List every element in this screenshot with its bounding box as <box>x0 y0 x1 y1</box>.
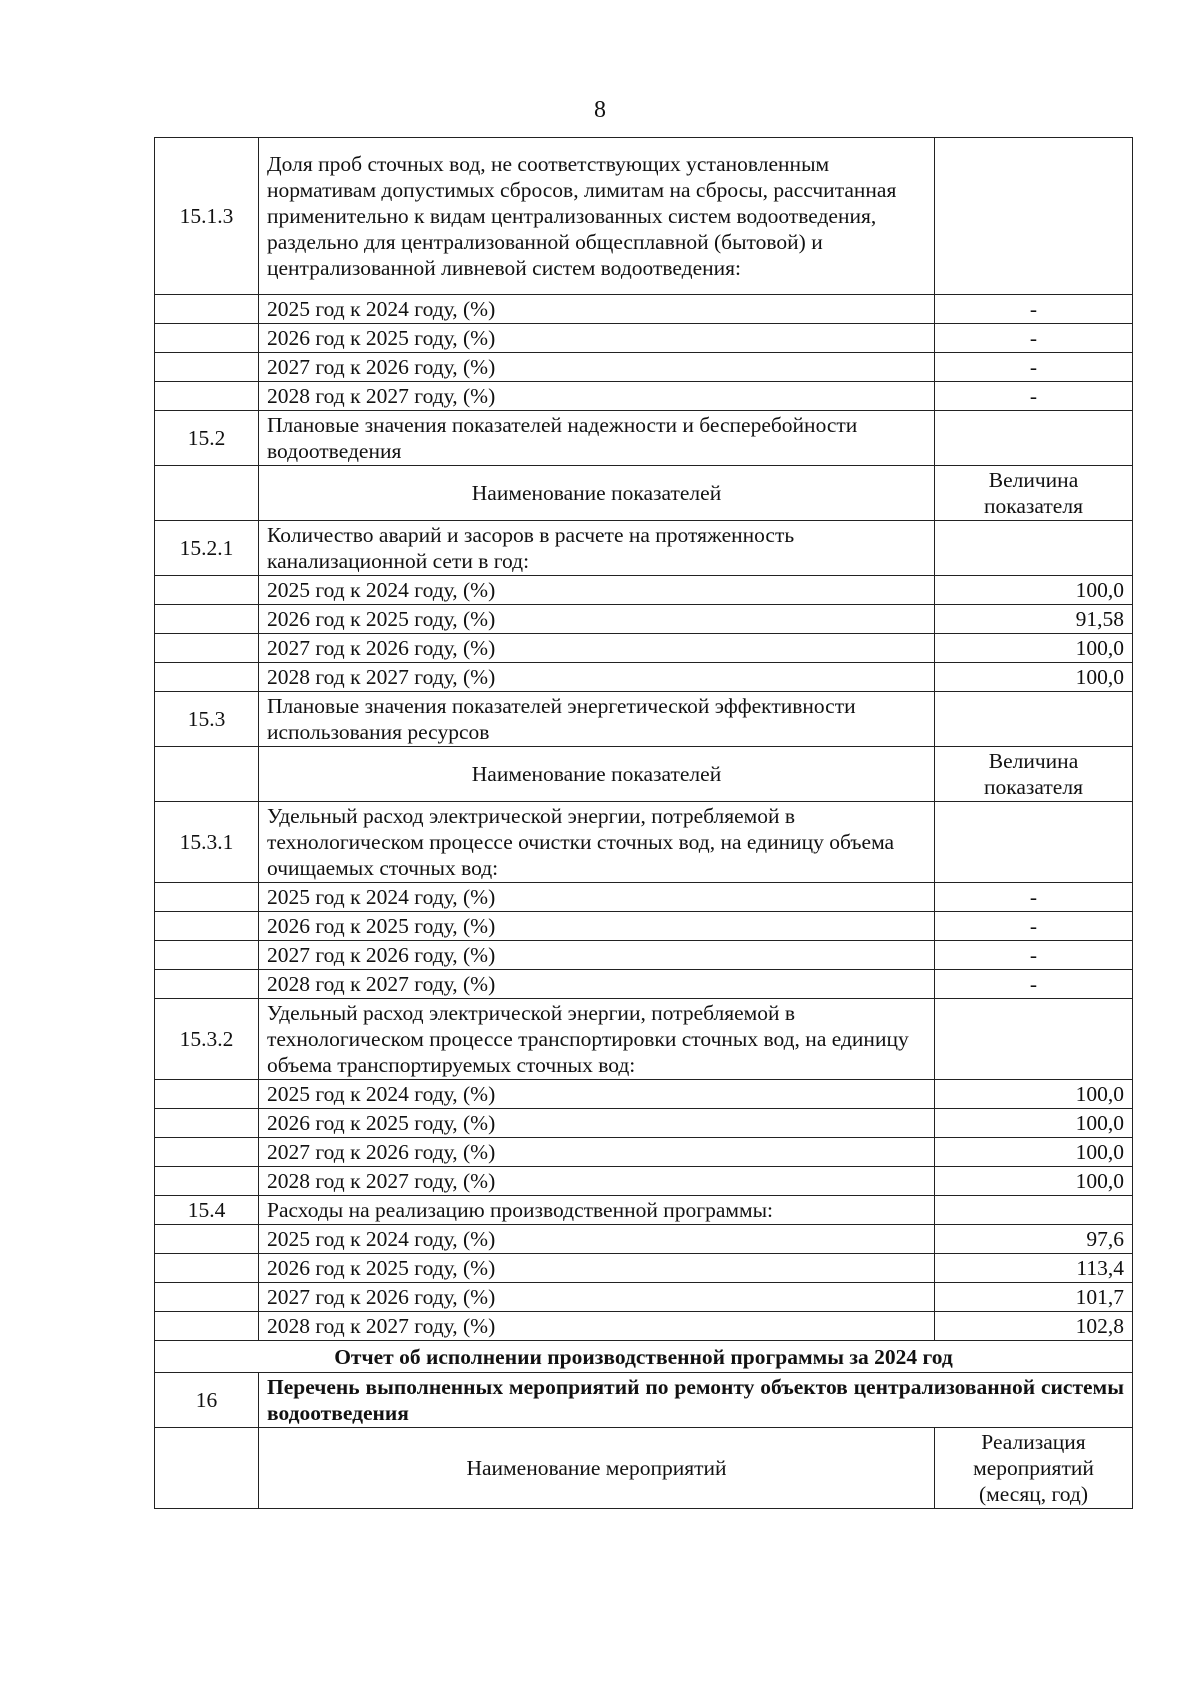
table-header-row <box>155 466 1133 521</box>
row-number: 15.3.2 <box>155 999 259 1080</box>
indicator-value: 100,0 <box>935 634 1133 663</box>
table-row <box>155 382 1133 411</box>
period-label: 2026 год к 2025 году, (%) <box>259 605 935 634</box>
column-header-name: Наименование показателей <box>259 747 935 802</box>
value-cell <box>935 1196 1133 1225</box>
table-row <box>155 1254 1133 1283</box>
table-row <box>155 999 1133 1080</box>
table-row <box>155 1196 1133 1225</box>
period-label: 2025 год к 2024 году, (%) <box>259 295 935 324</box>
row-number: 16 <box>155 1373 259 1428</box>
indicator-name: Доля проб сточных вод, не соответствующих установленным нормативам допустимых сбросов, лимитам на сбросы, рассчитанная применительно к видам централизованных систем водоотведения, раздельно для централизованной общесплавной (бытовой) и централизованной ливневой систем водоотведения: <box>259 138 935 295</box>
indicator-value: - <box>935 324 1133 353</box>
indicator-value: 101,7 <box>935 1283 1133 1312</box>
period-label: 2027 год к 2026 году, (%) <box>259 1138 935 1167</box>
table-row <box>155 411 1133 466</box>
period-label: 2026 год к 2025 году, (%) <box>259 912 935 941</box>
row-number: 15.3 <box>155 692 259 747</box>
table-row <box>155 1312 1133 1341</box>
indicator-value: 100,0 <box>935 663 1133 692</box>
period-label: 2026 год к 2025 году, (%) <box>259 1109 935 1138</box>
period-label: 2028 год к 2027 году, (%) <box>259 1167 935 1196</box>
table-row <box>155 912 1133 941</box>
indicator-value: 100,0 <box>935 1138 1133 1167</box>
empty-cell <box>155 324 259 353</box>
table-row <box>155 521 1133 576</box>
period-label: 2026 год к 2025 году, (%) <box>259 324 935 353</box>
indicator-value: 100,0 <box>935 1167 1133 1196</box>
row-number: 15.1.3 <box>155 138 259 295</box>
empty-cell <box>155 466 259 521</box>
value-cell <box>935 521 1133 576</box>
period-label: 2028 год к 2027 году, (%) <box>259 1312 935 1341</box>
table-row <box>155 1283 1133 1312</box>
indicator-value: 113,4 <box>935 1254 1133 1283</box>
table-row <box>155 634 1133 663</box>
empty-cell <box>155 747 259 802</box>
column-header-name: Наименование показателей <box>259 466 935 521</box>
indicator-value: 91,58 <box>935 605 1133 634</box>
section-heading: Плановые значения показателей надежности и бесперебойности водоотведения <box>259 411 935 466</box>
empty-cell <box>155 382 259 411</box>
period-label: 2025 год к 2024 году, (%) <box>259 883 935 912</box>
empty-cell <box>155 1109 259 1138</box>
table-row <box>155 138 1133 295</box>
period-label: 2027 год к 2026 году, (%) <box>259 353 935 382</box>
table-row <box>155 1225 1133 1254</box>
row-number: 15.2 <box>155 411 259 466</box>
row-number: 15.3.1 <box>155 802 259 883</box>
indicators-table <box>154 137 1133 1509</box>
value-cell <box>935 138 1133 295</box>
row-number: 15.4 <box>155 1196 259 1225</box>
table-row <box>155 1373 1133 1428</box>
empty-cell <box>155 663 259 692</box>
indicator-name: Расходы на реализацию производственной программы: <box>259 1196 935 1225</box>
indicator-value: - <box>935 941 1133 970</box>
indicator-name: Количество аварий и засоров в расчете на протяженность канализационной сети в год: <box>259 521 935 576</box>
empty-cell <box>155 605 259 634</box>
table-row <box>155 1109 1133 1138</box>
indicator-value: 97,6 <box>935 1225 1133 1254</box>
indicator-value: 100,0 <box>935 1080 1133 1109</box>
table-row <box>155 663 1133 692</box>
empty-cell <box>155 295 259 324</box>
table-header-row <box>155 1428 1133 1509</box>
table-row <box>155 883 1133 912</box>
period-label: 2027 год к 2026 году, (%) <box>259 1283 935 1312</box>
value-cell <box>935 802 1133 883</box>
empty-cell <box>155 353 259 382</box>
value-cell <box>935 411 1133 466</box>
table-row <box>155 1080 1133 1109</box>
indicator-value: 102,8 <box>935 1312 1133 1341</box>
column-header-value: Реализация мероприятий (месяц, год) <box>935 1428 1133 1509</box>
page-number: 8 <box>594 97 606 123</box>
empty-cell <box>155 634 259 663</box>
period-label: 2028 год к 2027 году, (%) <box>259 970 935 999</box>
empty-cell <box>155 883 259 912</box>
table-row <box>155 941 1133 970</box>
indicator-value: 100,0 <box>935 1109 1133 1138</box>
table-header-row <box>155 747 1133 802</box>
indicator-value: - <box>935 883 1133 912</box>
empty-cell <box>155 941 259 970</box>
period-label: 2028 год к 2027 году, (%) <box>259 663 935 692</box>
table-row <box>155 802 1133 883</box>
table-row <box>155 1167 1133 1196</box>
indicator-name: Удельный расход электрической энергии, потребляемой в технологическом процессе очистки сточных вод, на единицу объема очищаемых сточных вод: <box>259 802 935 883</box>
period-label: 2025 год к 2024 году, (%) <box>259 1080 935 1109</box>
indicator-value: - <box>935 970 1133 999</box>
empty-cell <box>155 1428 259 1509</box>
empty-cell <box>155 1283 259 1312</box>
section-heading: Перечень выполненных мероприятий по ремонту объектов централизованной системы водоотведения <box>259 1373 1133 1428</box>
empty-cell <box>155 576 259 605</box>
table-row <box>155 295 1133 324</box>
table-row <box>155 324 1133 353</box>
period-label: 2027 год к 2026 году, (%) <box>259 941 935 970</box>
section-heading: Плановые значения показателей энергетической эффективности использования ресурсов <box>259 692 935 747</box>
indicator-name: Удельный расход электрической энергии, потребляемой в технологическом процессе транспортировки сточных вод, на единицу объема транспортируемых сточных вод: <box>259 999 935 1080</box>
period-label: 2027 год к 2026 году, (%) <box>259 634 935 663</box>
empty-cell <box>155 1138 259 1167</box>
empty-cell <box>155 912 259 941</box>
section-title: Отчет об исполнении производственной программы за 2024 год <box>155 1341 1133 1373</box>
column-header-value: Величина показателя <box>935 747 1133 802</box>
column-header-value: Величина показателя <box>935 466 1133 521</box>
empty-cell <box>155 1080 259 1109</box>
indicator-value: - <box>935 912 1133 941</box>
indicator-value: - <box>935 382 1133 411</box>
table-row <box>155 605 1133 634</box>
value-cell <box>935 999 1133 1080</box>
indicator-value: - <box>935 353 1133 382</box>
indicator-value: - <box>935 295 1133 324</box>
empty-cell <box>155 1312 259 1341</box>
value-cell <box>935 692 1133 747</box>
indicator-value: 100,0 <box>935 576 1133 605</box>
period-label: 2026 год к 2025 году, (%) <box>259 1254 935 1283</box>
period-label: 2025 год к 2024 году, (%) <box>259 1225 935 1254</box>
table-row <box>155 353 1133 382</box>
empty-cell <box>155 1254 259 1283</box>
table-row <box>155 1341 1133 1373</box>
table-row <box>155 970 1133 999</box>
table-row <box>155 576 1133 605</box>
period-label: 2025 год к 2024 году, (%) <box>259 576 935 605</box>
empty-cell <box>155 970 259 999</box>
table-row <box>155 692 1133 747</box>
period-label: 2028 год к 2027 году, (%) <box>259 382 935 411</box>
empty-cell <box>155 1167 259 1196</box>
column-header-name: Наименование мероприятий <box>259 1428 935 1509</box>
table-row <box>155 1138 1133 1167</box>
row-number: 15.2.1 <box>155 521 259 576</box>
empty-cell <box>155 1225 259 1254</box>
